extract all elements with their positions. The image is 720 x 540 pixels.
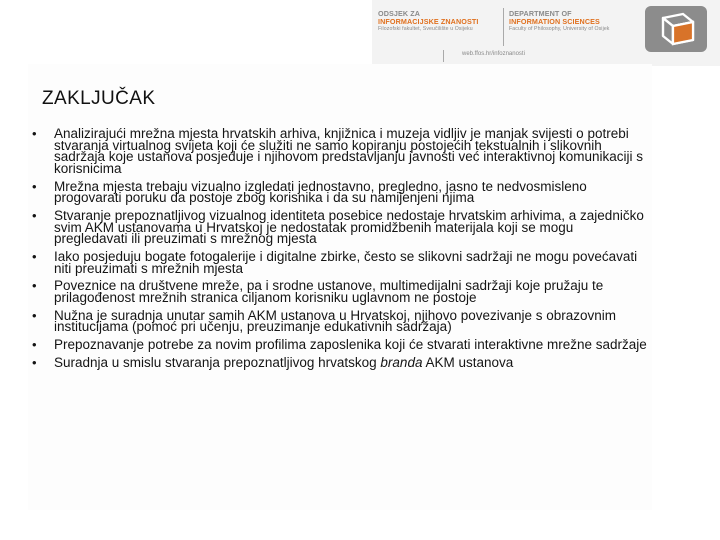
list-item bbox=[28, 128, 648, 174]
bullet-icon: • bbox=[32, 307, 37, 323]
bullet-icon: • bbox=[32, 278, 37, 294]
cube-logo-icon bbox=[645, 6, 707, 52]
header-divider-bottom bbox=[443, 50, 444, 62]
bullet-text: Analizirajući mrežna mjesta hrvatskih arhiva, knjižnica i muzeja vidljiv je manjak svijesti o potrebi stvaranja virtualnog svijeta koji će služiti ne samo kopiranju postojećih tekstualnih i slikovnih sadržaja koje ustanova posjeduje i njihovom predstavljanju javnosti već interaktivnoj komunikaciji s korisnicima bbox=[54, 126, 644, 176]
bullet-text: Iako posjeduju bogate fotogalerije i digitalne zbirke, često se slikovni sadržaji ne mogu povećavati niti preuzimati s mrežnih mjesta bbox=[54, 248, 638, 276]
department-name-hr bbox=[378, 10, 500, 33]
bullet-icon: • bbox=[32, 178, 37, 194]
header-divider bbox=[503, 8, 504, 46]
bullet-text-italic: branda bbox=[380, 354, 423, 370]
bullet-text: Prepoznavanje potrebe za novim profilima zaposlenika koji će stvarati interaktivne mrežne sadržaje bbox=[54, 337, 647, 353]
header-right-line3: Faculty of Philosophy, University of Osijek bbox=[509, 26, 610, 33]
list-item bbox=[28, 178, 648, 206]
department-name-en bbox=[509, 10, 639, 33]
bullet-icon: • bbox=[32, 248, 37, 264]
list-item bbox=[28, 307, 648, 335]
bullet-icon: • bbox=[32, 207, 37, 223]
header-url: web.ffos.hr/infoznanosti bbox=[462, 51, 525, 57]
header-left-line1: ODSJEK ZA bbox=[378, 9, 421, 18]
bullet-text: Nužna je suradnja unutar samih AKM ustanova u Hrvatskoj, njihovo povezivanje s obrazovnim institucijama (pomoć pri učenju, preuzimanje edukativnih sadržaja) bbox=[54, 307, 617, 335]
header-right-line2: INFORMATION SCIENCES bbox=[509, 17, 600, 27]
list-item bbox=[28, 280, 648, 303]
header-left-line2: INFORMACIJSKE ZNANOSTI bbox=[378, 17, 479, 27]
bullet-icon: • bbox=[32, 354, 37, 370]
header-left-line3: Filozofski fakultet, Sveučilište u Osijeku bbox=[378, 26, 473, 33]
bullet-icon: • bbox=[32, 126, 37, 141]
bullet-text bbox=[54, 354, 648, 370]
list-item bbox=[28, 339, 648, 351]
list-item bbox=[28, 248, 648, 276]
bullet-list bbox=[28, 128, 648, 375]
list-item bbox=[28, 354, 648, 370]
list-item bbox=[28, 207, 648, 247]
slide-title: ZAKLJUČAK bbox=[42, 88, 156, 109]
bullet-text: Stvaranje prepoznatljivog vizualnog identiteta posebice nedostaje hrvatskim arhivima, a zajedničko svim AKM ustanovama u Hrvatskoj je nedostatak promidžbenih materijala koji se mogu pregledavati ili preuzimati s mrežnog mjesta bbox=[54, 207, 644, 247]
bullet-text: Poveznice na društvene mreže, pa i srodne ustanove, multimedijalni sadržaji koje pružaju te prilagođenost mrežnih stranica ciljanom korisniku uglavnom ne postoje bbox=[54, 278, 604, 305]
bullet-icon: • bbox=[32, 337, 37, 353]
bullet-text: Mrežna mjesta trebaju vizualno izgledati jednostavno, pregledno, jasno te nedvosmisleno progovarati poruku da postoje zbog korisnika i da su namijenjeni njima bbox=[54, 178, 587, 206]
bullet-text-end: AKM ustanova bbox=[422, 354, 514, 370]
header-right-line1: DEPARTMENT OF bbox=[509, 9, 572, 18]
bullet-text-start: Suradnja u smislu stvaranja prepoznatljivog hrvatskog bbox=[54, 354, 381, 370]
